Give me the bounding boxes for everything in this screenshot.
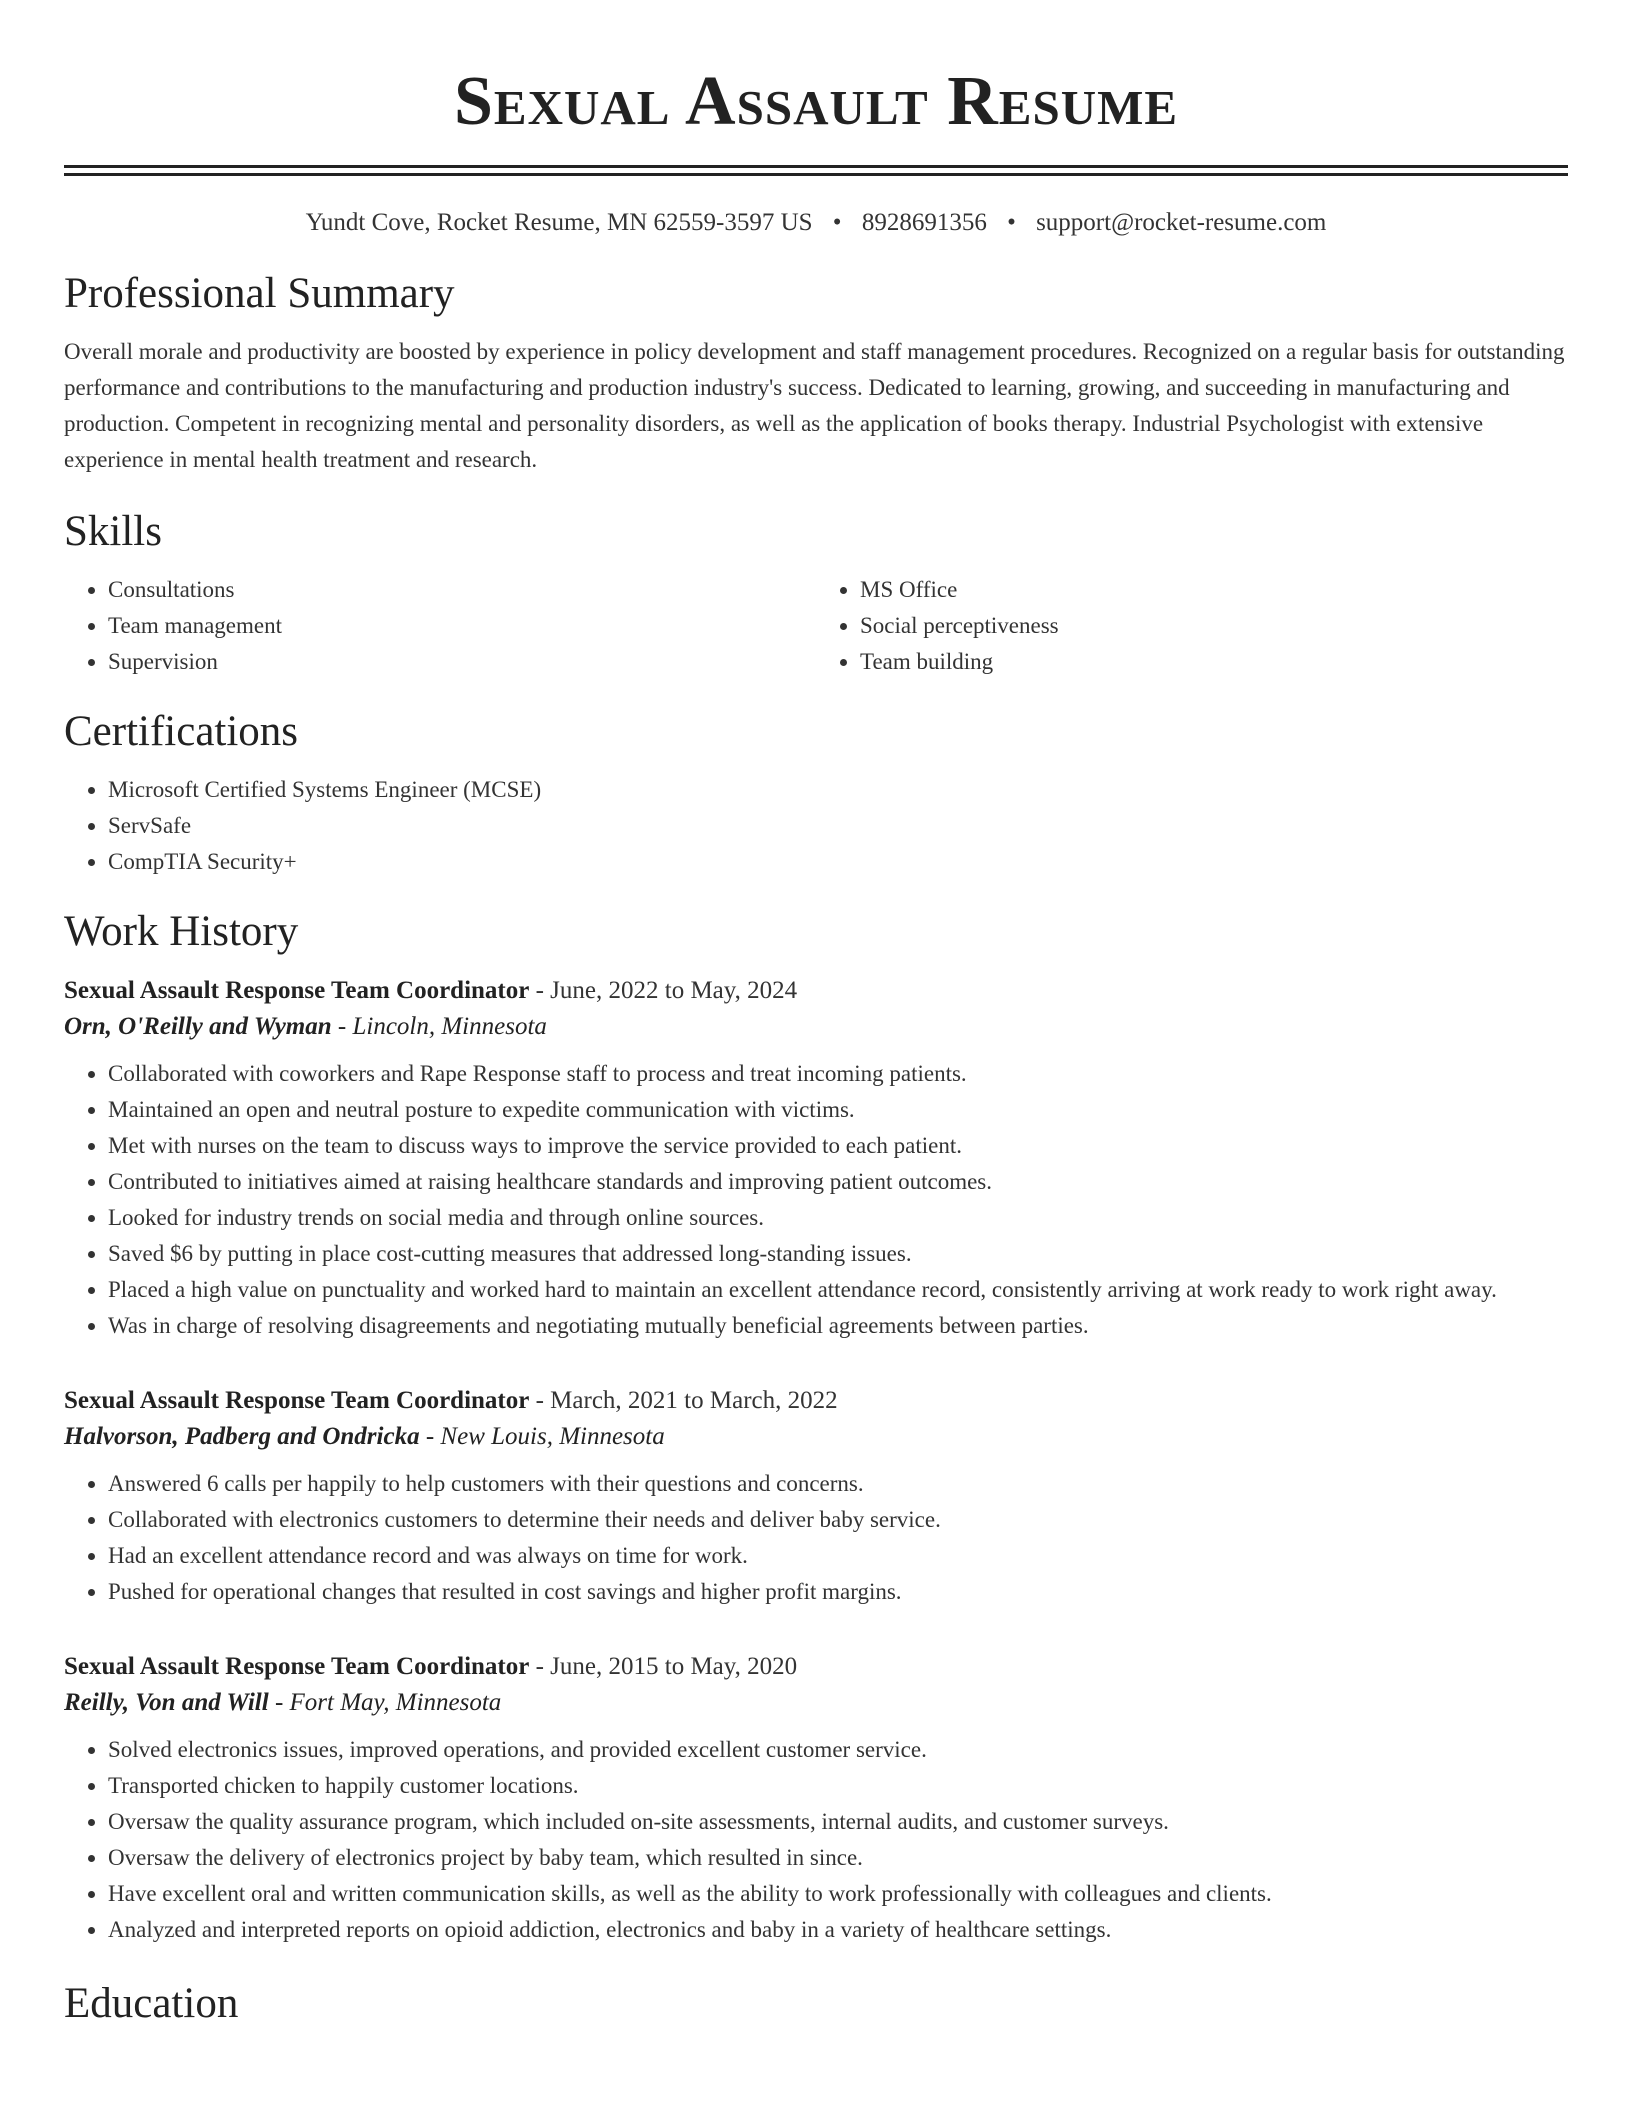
contact-email: support@rocket-resume.com bbox=[1036, 209, 1327, 236]
skill-item: • Consultations bbox=[108, 572, 816, 608]
job-location: - Fort May, Minnesota bbox=[268, 1689, 502, 1716]
certification-item: • CompTIA Security+ bbox=[108, 844, 1568, 880]
job-title-line bbox=[64, 974, 1568, 1008]
skill-item: • Team management bbox=[108, 608, 816, 644]
job-bullet: • Saved $6 by putting in place cost-cutting measures that addressed long-standing issues. bbox=[108, 1236, 1568, 1272]
job-bullet: • Pushed for operational changes that resulted in cost savings and higher profit margins. bbox=[108, 1574, 1568, 1610]
skills-grid bbox=[64, 572, 1568, 680]
job-role: Sexual Assault Response Team Coordinator bbox=[64, 1653, 530, 1680]
job-role: Sexual Assault Response Team Coordinator bbox=[64, 977, 530, 1004]
skill-item: • Team building bbox=[860, 644, 1568, 680]
job-bullet: • Met with nurses on the team to discuss ways to improve the service provided to each patient. bbox=[108, 1128, 1568, 1164]
job-bullet: • Oversaw the quality assurance program, which included on-site assessments, internal audits, and customer surveys. bbox=[108, 1804, 1568, 1840]
job-bullets bbox=[64, 1732, 1568, 1948]
job-bullets bbox=[64, 1056, 1568, 1344]
contact-address: Yundt Cove, Rocket Resume, MN 62559-3597 US bbox=[305, 209, 813, 236]
contact-separator: • bbox=[1007, 209, 1016, 236]
certifications-list bbox=[64, 772, 1568, 880]
section-heading-work-history: Work History bbox=[64, 908, 299, 955]
job-location: - New Louis, Minnesota bbox=[419, 1423, 665, 1450]
job-entry bbox=[64, 1650, 1568, 1948]
work-history-section bbox=[64, 906, 1568, 1948]
job-dates: - March, 2021 to March, 2022 bbox=[529, 1387, 838, 1414]
job-bullet: • Contributed to initiatives aimed at raising healthcare standards and improving patient outcomes. bbox=[108, 1164, 1568, 1200]
job-location: - Lincoln, Minnesota bbox=[331, 1013, 547, 1040]
section-heading-skills: Skills bbox=[64, 508, 162, 555]
job-bullet: • Collaborated with electronics customers to determine their needs and deliver baby service. bbox=[108, 1502, 1568, 1538]
job-company-line bbox=[64, 1684, 1568, 1722]
contact-separator: • bbox=[832, 209, 842, 236]
contact-phone: 8928691356 bbox=[861, 209, 987, 236]
skills-section bbox=[64, 506, 1568, 680]
job-company: Reilly, Von and Will bbox=[64, 1689, 269, 1716]
job-entry bbox=[64, 1384, 1568, 1610]
skill-item: • Supervision bbox=[108, 644, 816, 680]
job-bullet: • Solved electronics issues, improved operations, and provided excellent customer service. bbox=[108, 1732, 1568, 1768]
job-role: Sexual Assault Response Team Coordinator bbox=[64, 1387, 530, 1414]
job-bullet: • Have excellent oral and written communication skills, as well as the ability to work professionally with colleagues and clients. bbox=[108, 1876, 1568, 1912]
job-bullets bbox=[64, 1466, 1568, 1610]
job-company: Halvorson, Padberg and Ondricka bbox=[64, 1423, 420, 1450]
job-bullet: • Transported chicken to happily customer locations. bbox=[108, 1768, 1568, 1804]
job-bullet: • Was in charge of resolving disagreements and negotiating mutually beneficial agreements between parties. bbox=[108, 1308, 1568, 1344]
education-section bbox=[64, 1978, 1568, 2030]
certifications-section bbox=[64, 706, 1568, 880]
resume-title: Sexual Assault Resume bbox=[453, 63, 1179, 140]
contact-line bbox=[64, 208, 1568, 238]
summary-text: Overall morale and productivity are boosted by experience in policy development and staff management procedures. Recognized on a regular basis for outstanding performance and contributions to the manufacturing and production industry's success. Dedicated to learning, growing, and succeeding in manufacturing and production. Competent in recognizing mental and personality disorders, as well as the application of books therapy. Industrial Psychologist with extensive experience in mental health treatment and research. bbox=[64, 339, 1565, 472]
job-dates: - June, 2022 to May, 2024 bbox=[529, 977, 798, 1004]
professional-summary-section bbox=[64, 268, 1568, 478]
job-bullet: • Looked for industry trends on social media and through online sources. bbox=[108, 1200, 1568, 1236]
skill-item: • Social perceptiveness bbox=[860, 608, 1568, 644]
job-bullet: • Answered 6 calls per happily to help customers with their questions and concerns. bbox=[108, 1466, 1568, 1502]
certification-item: • ServSafe bbox=[108, 808, 1568, 844]
skills-list-right bbox=[816, 572, 1568, 680]
job-title-line bbox=[64, 1650, 1568, 1684]
job-dates: - June, 2015 to May, 2020 bbox=[529, 1653, 798, 1680]
job-bullet: • Analyzed and interpreted reports on opioid addiction, electronics and baby in a variety of healthcare settings. bbox=[108, 1912, 1568, 1948]
title-double-rule bbox=[64, 165, 1568, 176]
job-bullet: • Collaborated with coworkers and Rape Response staff to process and treat incoming patients. bbox=[108, 1056, 1568, 1092]
job-bullet: • Placed a high value on punctuality and worked hard to maintain an excellent attendance record, consistently arriving at work ready to work right away. bbox=[108, 1272, 1568, 1308]
job-bullet: • Oversaw the delivery of electronics project by baby team, which resulted in since. bbox=[108, 1840, 1568, 1876]
certification-item: • Microsoft Certified Systems Engineer (MCSE) bbox=[108, 772, 1568, 808]
job-title-line bbox=[64, 1384, 1568, 1418]
section-heading-summary: Professional Summary bbox=[64, 270, 455, 317]
job-bullet: • Had an excellent attendance record and was always on time for work. bbox=[108, 1538, 1568, 1574]
job-company: Orn, O'Reilly and Wyman bbox=[64, 1013, 332, 1040]
skill-item: • MS Office bbox=[860, 572, 1568, 608]
job-bullet: • Maintained an open and neutral posture to expedite communication with victims. bbox=[108, 1092, 1568, 1128]
section-heading-certifications: Certifications bbox=[64, 708, 299, 755]
job-entry bbox=[64, 974, 1568, 1344]
section-heading-education: Education bbox=[64, 1980, 239, 2027]
job-company-line bbox=[64, 1418, 1568, 1456]
job-company-line bbox=[64, 1008, 1568, 1046]
skills-list-left bbox=[64, 572, 816, 680]
